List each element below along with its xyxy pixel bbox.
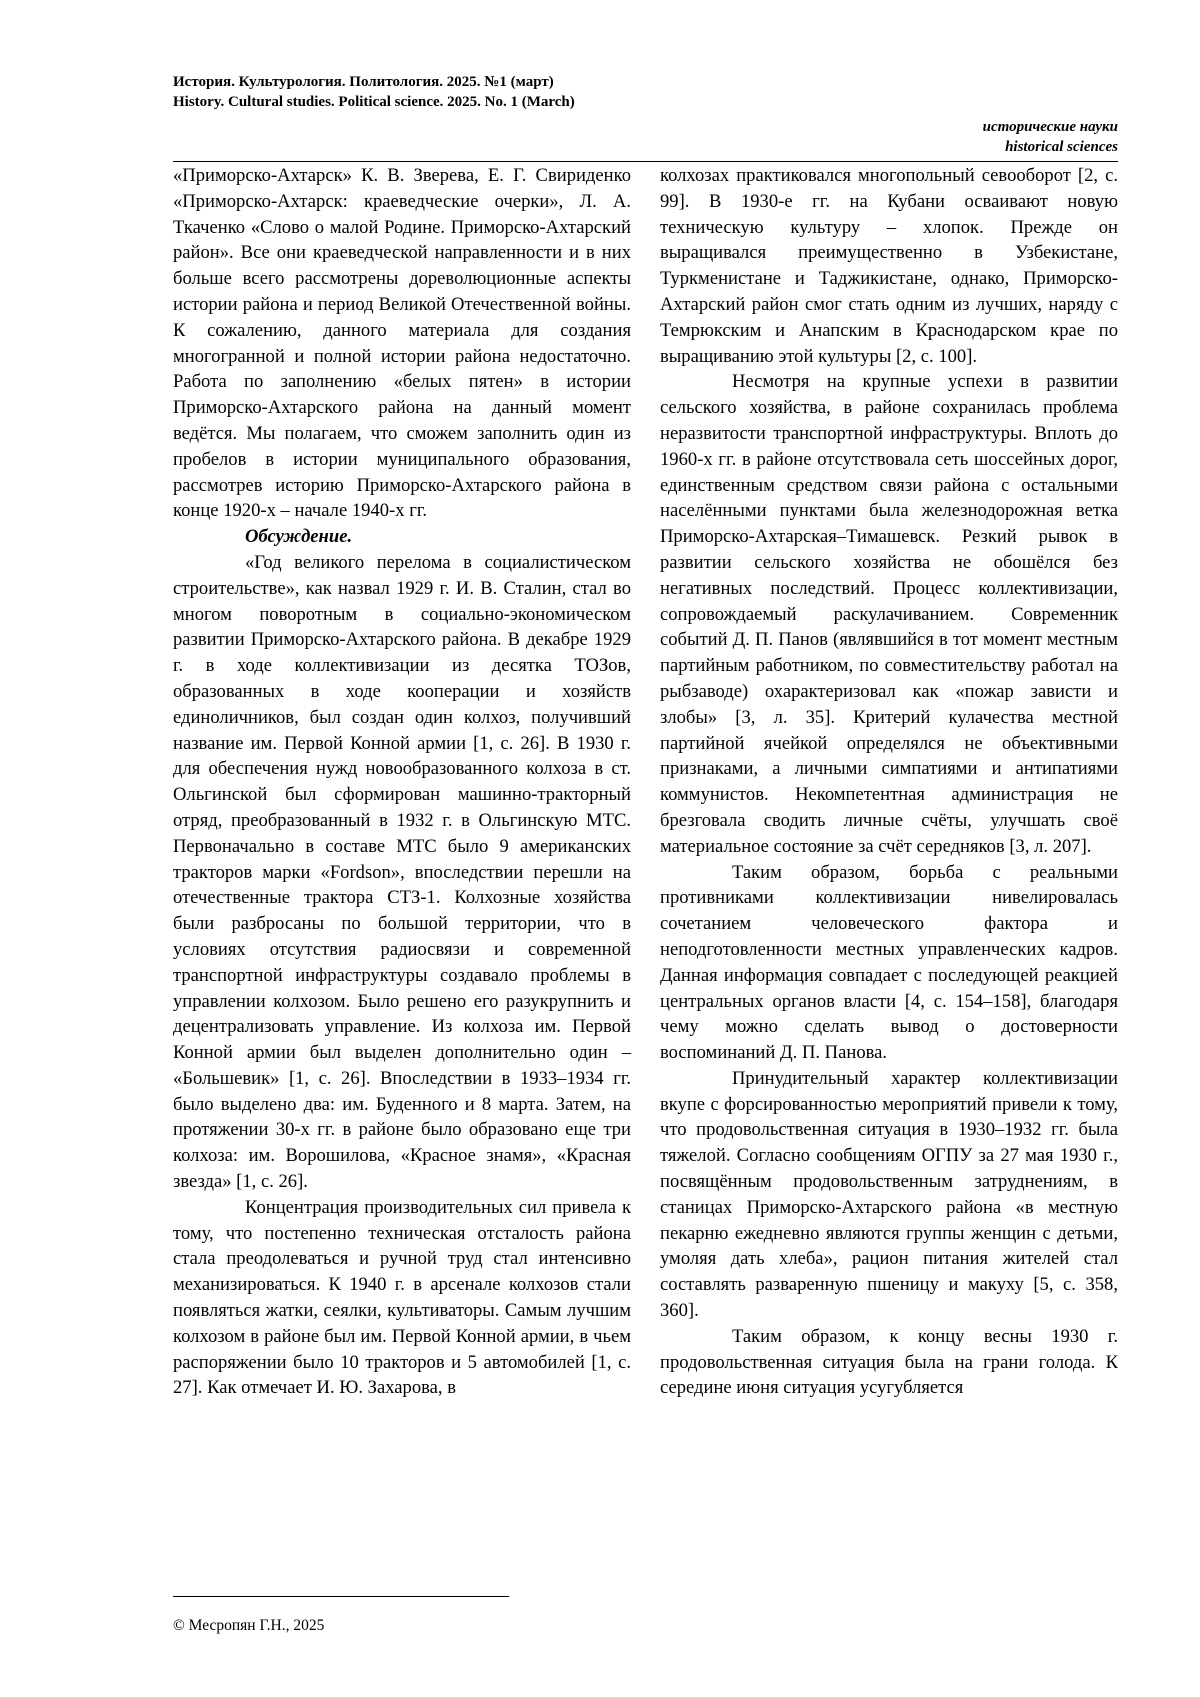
paragraph: Таким образом, борьба с реальными противниками коллективизации нивелировалась сочетанием человеческого фактора и неподготовленности местных управленческих кадров. Данная информация совпадает с последующей реакцией центральных органов власти [4, с. 154–158], благодаря чему можно сделать вывод о достоверности воспоминаний Д. П. Панова. (660, 861, 1118, 1064)
section-label-ru: исторические науки (982, 119, 1118, 135)
journal-title-ru: История. Культурология. Политология. 2025. №1 (март) (173, 74, 554, 90)
section-label-en: historical sciences (1005, 139, 1118, 155)
right-column (660, 163, 1118, 1401)
copyright-notice: © Месропян Г.Н., 2025 (173, 1617, 325, 1634)
footnote-divider (173, 1596, 509, 1597)
paragraph: «Год великого перелома в социалистическом строительстве», как назвал 1929 г. И. В. Сталин, стал во многом поворотным в социально-экономическом развитии Приморско-Ахтарского района. В декабре 1929 г. в ходе коллективизации из десятка ТОЗов, образованных в ходе кооперации и хозяйств единоличников, был создан один колхоз, получивший название им. Первой Конной армии [1, с. 26]. В 1930 г. для обеспечения нужд новообразованного колхоза в ст. Ольгинской был сформирован машинно-тракторный отряд, преобразованный в 1932 г. в Ольгинскую МТС. Первоначально в составе МТС было 9 американских тракторов марки «Fordson», впоследствии перешли на отечественные трактора СТЗ-1. Колхозные хозяйства были разбросаны по большой территории, что в условиях отсутствия радиосвязи и современной транспортной инфраструктуры создавало проблемы в управлении колхозом. Было решено его разукрупнить и децентрализовать управление. Из колхоза им. Первой Конной армии был выделен дополнительно один – «Большевик» [1, с. 26]. Впоследствии в 1933–1934 гг. было выделено два: им. Буденного и 8 марта. Затем, на протяжении 30-х гг. в районе было образовано еще три колхоза: им. Ворошилова, «Красное знамя», «Красная звезда» [1, с. 26]. (173, 551, 631, 1193)
section-heading: Обсуждение. (245, 526, 353, 548)
section-label (983, 117, 1118, 157)
journal-header (173, 72, 575, 112)
header-divider (173, 161, 1118, 162)
paragraph: Принудительный характер коллективизации вкупе с форсированностью мероприятий привели к тому, что продовольственная ситуация в 1930–1932 гг. была тяжелой. Согласно сообщениям ОГПУ за 27 мая 1930 г., посвящённым продовольственным затруднениям, в станицах Приморско-Ахтарского района «в местную пекарню ежедневно являются группы женщин с детьми, умоляя дать хлеба», рацион питания жителей стал составлять разваренную пшеницу и макуху [5, с. 358, 360]. (660, 1067, 1118, 1322)
paragraph: Несмотря на крупные успехи в развитии сельского хозяйства, в районе сохранилась проблема неразвитости транспортной инфраструктуры. Вплоть до 1960-х гг. в районе отсутствовала сеть шоссейных дорог, единственным средством связи района с остальными населёнными пунктами была железнодорожная ветка Приморско-Ахтарская–Тимашевск. Резкий рывок в развитии сельского хозяйства не обошёлся без негативных последствий. Процесс коллективизации, сопровождаемый раскулачиванием. Современник событий Д. П. Панов (являвшийся в тот момент местным партийным работником, по совместительству работал на рыбзаводе) охарактеризовал как «пожар зависти и злобы» [3, л. 35]. Критерий кулачества местной партийной ячейкой определялся не объективными признаками, а личными симпатиями и антипатиями коммунистов. Некомпетентная администрация не брезговала сводить личные счёты, улучшать своё материальное состояние за счёт середняков [3, л. 207]. (660, 371, 1118, 857)
paragraph: колхозах практиковался многопольный севооборот [2, с. 99]. В 1930-е гг. на Кубани осваивают новую техническую культуру – хлопок. Прежде он выращивался преимущественно в Узбекистане, Туркменистане и Таджикистане, однако, Приморско-Ахтарский район смог стать одним из лучших, наряду с Темрюкским и Анапским в Краснодарском крае по выращиванию этой культуры [2, с. 100]. (660, 165, 1118, 367)
paragraph: «Приморско-Ахтарск» К. В. Зверева, Е. Г. Свириденко «Приморско-Ахтарск: краеведческие очерки», Л. А. Ткаченко «Слово о малой Родине. Приморско-Ахтарский район». Все они краеведческой направленности и в них больше всего рассмотрены дореволюционные аспекты истории района и период Великой Отечественной войны. К сожалению, данного материала для создания многогранной и полной истории района недостаточно. Работа по заполнению «белых пятен» в истории Приморско-Ахтарского района на данный момент ведётся. Мы полагаем, что сможем заполнить один из пробелов в истории муниципального образования, рассмотрев историю Приморско-Ахтарского района в конце 1920-х – начале 1940-х гг. (173, 165, 631, 522)
paragraph: Концентрация производительных сил привела к тому, что постепенно техническая отсталость района стала преодолеваться и ручной труд стал интенсивно механизироваться. К 1940 г. в арсенале колхозов стали появляться жатки, сеялки, культиваторы. Самым лучшим колхозом в районе был им. Первой Конной армии, в чьем распоряжении было 10 тракторов и 5 автомобилей [1, с. 27]. Как отмечает И. Ю. Захарова, в (173, 1196, 631, 1399)
paragraph: Таким образом, к концу весны 1930 г. продовольственная ситуация была на грани голода. К середине июня ситуация усугубляется (660, 1325, 1118, 1399)
left-column (173, 163, 631, 1401)
journal-title-en: History. Cultural studies. Political science. 2025. No. 1 (March) (173, 94, 575, 110)
